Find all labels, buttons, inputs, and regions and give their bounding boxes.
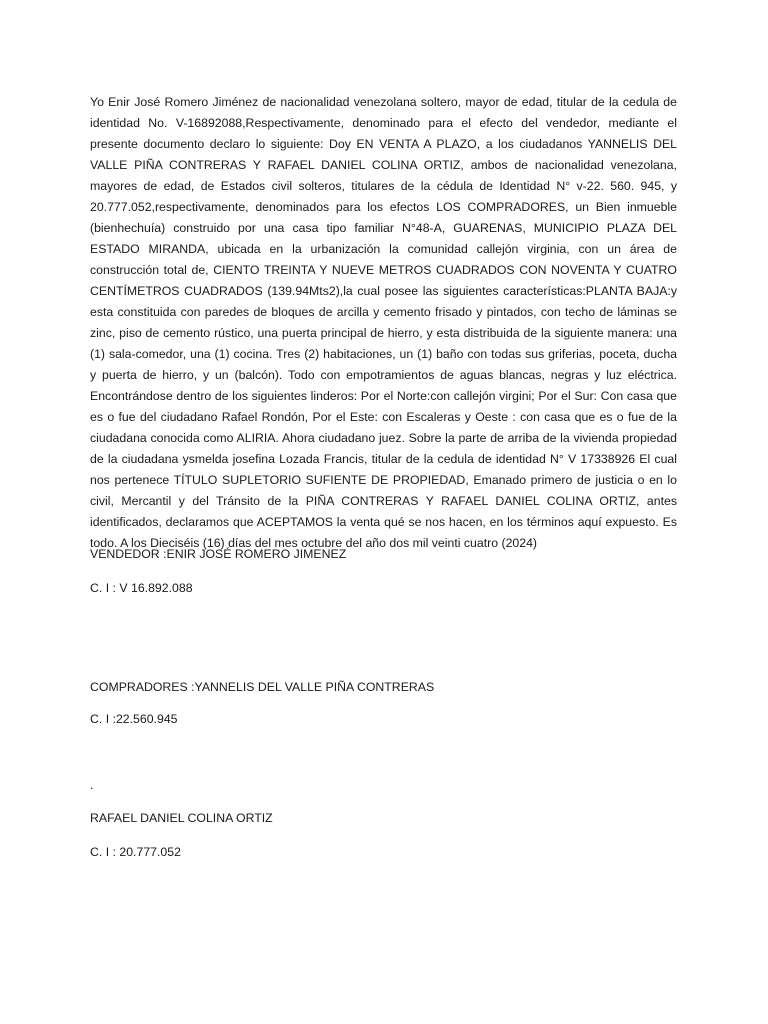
buyer-1-id-line: C. I :22.560.945	[90, 712, 178, 726]
buyer-2-id-line: C. I : 20.777.052	[90, 845, 181, 859]
contract-body-paragraph: Yo Enir José Romero Jiménez de nacionalidad venezolana soltero, mayor de edad, titular de la cedula de identidad No. V-16892088,Respectivamente, denominado para el efecto del vendedor, mediante el presente documento declaro lo siguiente: Doy EN VENTA A PLAZO, a los ciudadanos YANNELIS DEL VALLE PIÑA CONTRERAS Y RAFAEL DANIEL COLINA ORTIZ, ambos de nacionalidad venezolana, mayores de edad, de Estados civil solteros, titulares de la cédula de Identidad N° v-22. 560. 945, y 20.777.052,respectivamente, denominados para los efectos LOS COMPRADORES, un Bien inmueble (bienhechuía) construido por una casa tipo familiar N°48-A, GUARENAS, MUNICIPIO PLAZA DEL ESTADO MIRANDA, ubicada en la urbanización la comunidad callejón virginia, con un área de construcción total de, CIENTO TREINTA Y NUEVE METROS CUADRADOS CON NOVENTA Y CUATRO CENTÍMETROS CUADRADOS (139.94Mts2),la cual posee las siguientes características:PLANTA BAJA:y esta constituida con paredes de bloques de arcilla y cemento frisado y pintados, con techo de láminas se zinc, piso de cemento rústico, una puerta principal de hierro, y esta distribuida de la siguiente manera: una (1) sala-comedor, una (1) cocina. Tres (2) habitaciones, un (1) baño con todas sus griferias, poceta, ducha y puerta de hierro, y un (balcón). Todo con empotramientos de aguas blancas, negras y luz eléctrica. Encontrándose dentro de los siguientes linderos: Por el Norte:con callejón virgini; Por el Sur: Con casa que es o fue del ciudadano Rafael Rondón, Por el Este: con Escaleras y Oeste : con casa que es o fue de la ciudadana conocida como ALIRIA. Ahora ciudadano juez. Sobre la parte de arriba de la vivienda propiedad de la ciudadana ysmelda josefina Lozada Francis, titular de la cedula de identidad N° V 17338926 El cual nos pertenece TÍTULO SUPLETORIO SUFIENTE DE PROPIEDAD, Emanado primero de justicia o en lo civil, Mercantil y del Tránsito de la PIÑA CONTRERAS Y RAFAEL DANIEL COLINA ORTIZ, antes identificados, declaramos que ACEPTAMOS la venta qué se nos hacen, en los términos aquí expuesto. Es todo. A los Dieciséis (16) días del mes octubre del año dos mil veinti cuatro (2024)	[90, 95, 677, 550]
buyer-1-name-line: COMPRADORES :YANNELIS DEL VALLE PIÑA CONTRERAS	[90, 680, 435, 694]
separator-dot: .	[90, 778, 94, 792]
vendor-id-line: C. I : V 16.892.088	[90, 581, 193, 595]
buyer-2-name-line: RAFAEL DANIEL COLINA ORTIZ	[90, 811, 273, 825]
vendor-name-line: VENDEDOR :ENIR JOSÉ ROMERO JIMENEZ	[90, 547, 347, 561]
